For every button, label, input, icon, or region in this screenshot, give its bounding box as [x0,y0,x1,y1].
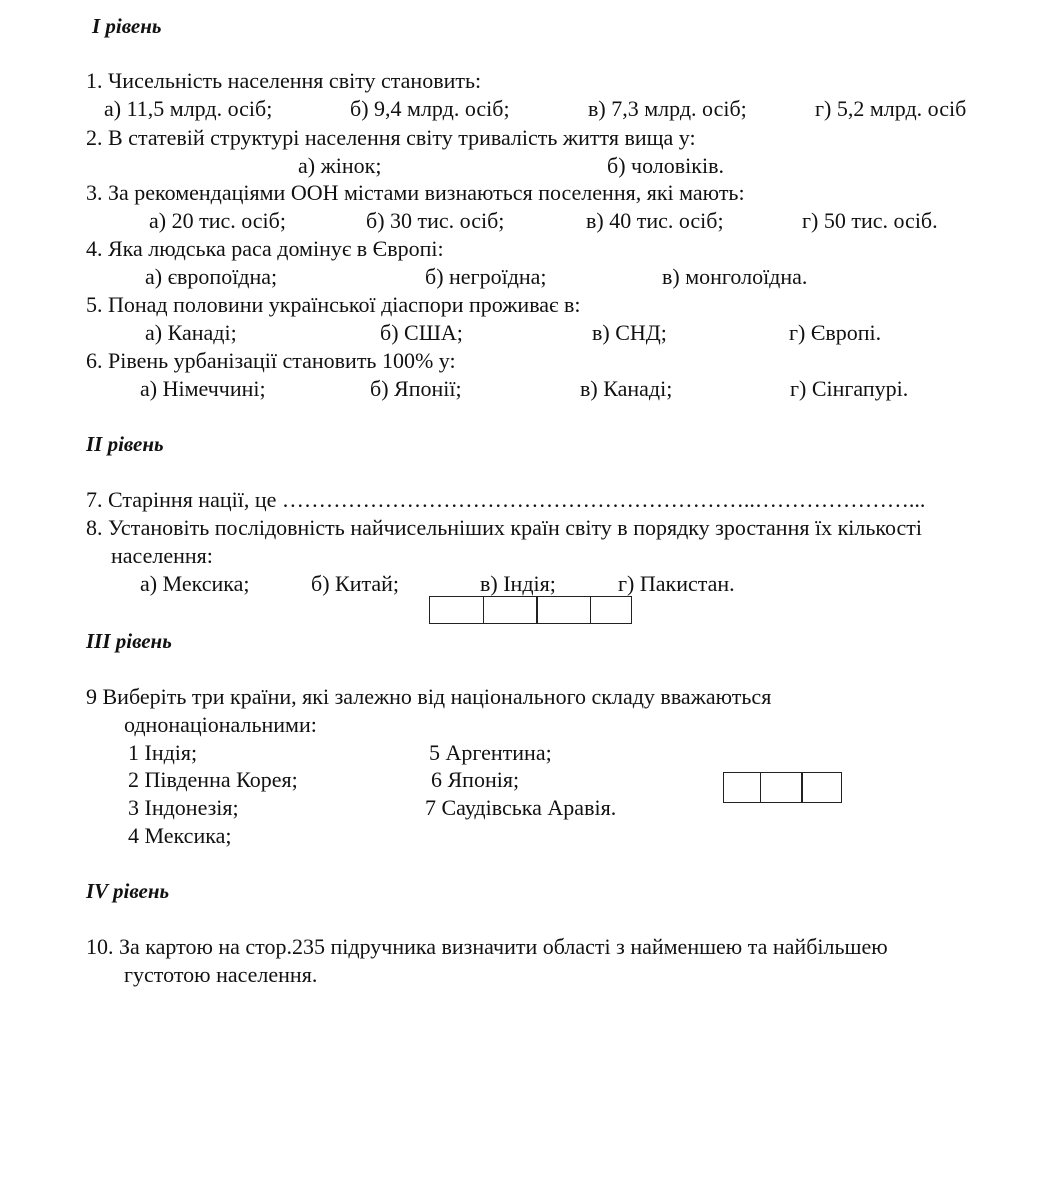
answer-box[interactable] [536,596,591,624]
question-9-text: 9 Виберіть три країни, які залежно від національного складу вважаються [86,684,772,709]
level-1-heading: I рівень [92,14,162,38]
question-10-text: 10. За картою на стор.235 підручника визначити області з найменшею та найбільшею [86,934,888,959]
question-1-text: 1. Чисельність населення світу становить: [86,68,482,93]
answer-box[interactable] [483,596,538,624]
answer-box[interactable] [801,772,842,803]
q9-option-5: 5 Аргентина; [429,740,552,765]
q2-option-b: б) чоловіків. [607,153,724,178]
q8-option-a: а) Мексика; [140,571,250,596]
question-10-text-cont: густотою населення. [124,962,318,987]
q3-option-c: в) 40 тис. осіб; [586,208,724,233]
question-8-text: 8. Установіть послідовність найчисельніших країн світу в порядку зростання їх кількості [86,515,923,540]
answer-box[interactable] [723,772,761,803]
q4-option-b: б) негроїдна; [425,264,547,289]
q6-option-a: а) Німеччині; [140,376,266,401]
q1-option-c: в) 7,3 млрд. осіб; [588,96,747,121]
level-2-heading: II рівень [86,432,164,456]
level-3-heading: III рівень [86,629,172,653]
question-5-text: 5. Понад половини української діаспори проживає в: [86,292,581,317]
answer-box[interactable] [760,772,803,803]
q5-option-c: в) СНД; [592,320,667,345]
q1-option-d: г) 5,2 млрд. осіб [815,96,967,121]
answer-box[interactable] [590,596,632,624]
question-3-text: 3. За рекомендаціями ООН містами визнаються поселення, які мають: [86,180,745,205]
level-4-heading: IV рівень [86,879,170,903]
q1-option-a: а) 11,5 млрд. осіб; [104,96,273,121]
q8-option-b: б) Китай; [311,571,399,596]
q6-option-b: б) Японії; [370,376,462,401]
q9-option-6: 6 Японія; [431,767,520,792]
question-9-text-cont: однонаціональними: [124,712,317,737]
question-7-text: 7. Старіння нації, це ………………………………………………………..…………………... [86,487,926,512]
q5-option-d: г) Європі. [789,320,882,345]
q3-option-b: б) 30 тис. осіб; [366,208,505,233]
q5-option-b: б) США; [380,320,463,345]
q8-option-d: г) Пакистан. [618,571,735,596]
q5-option-a: а) Канаді; [145,320,237,345]
question-4-text: 4. Яка людська раса домінує в Європі: [86,236,444,261]
q6-option-d: г) Сінгапурі. [790,376,909,401]
question-6-text: 6. Рівень урбанізації становить 100% у: [86,348,456,373]
question-8-text-cont: населення: [111,543,213,568]
q2-option-a: а) жінок; [298,153,382,178]
answer-box[interactable] [429,596,484,624]
q3-option-a: а) 20 тис. осіб; [149,208,286,233]
q9-option-2: 2 Південна Корея; [128,767,298,792]
q9-option-3: 3 Індонезія; [128,795,239,820]
q9-option-4: 4 Мексика; [128,823,232,848]
q1-option-b: б) 9,4 млрд. осіб; [350,96,510,121]
q4-option-a: а) європоїдна; [145,264,278,289]
q9-option-1: 1 Індія; [128,740,198,765]
q9-answer-grid [723,772,842,803]
q6-option-c: в) Канаді; [580,376,673,401]
question-2-text: 2. В статевій структурі населення світу тривалість життя вища у: [86,125,696,150]
q3-option-d: г) 50 тис. осіб. [802,208,938,233]
q4-option-c: в) монголоїдна. [662,264,808,289]
q9-option-7: 7 Саудівська Аравія. [425,795,617,820]
q8-option-c: в) Індія; [480,571,556,596]
q8-answer-grid [429,596,632,624]
